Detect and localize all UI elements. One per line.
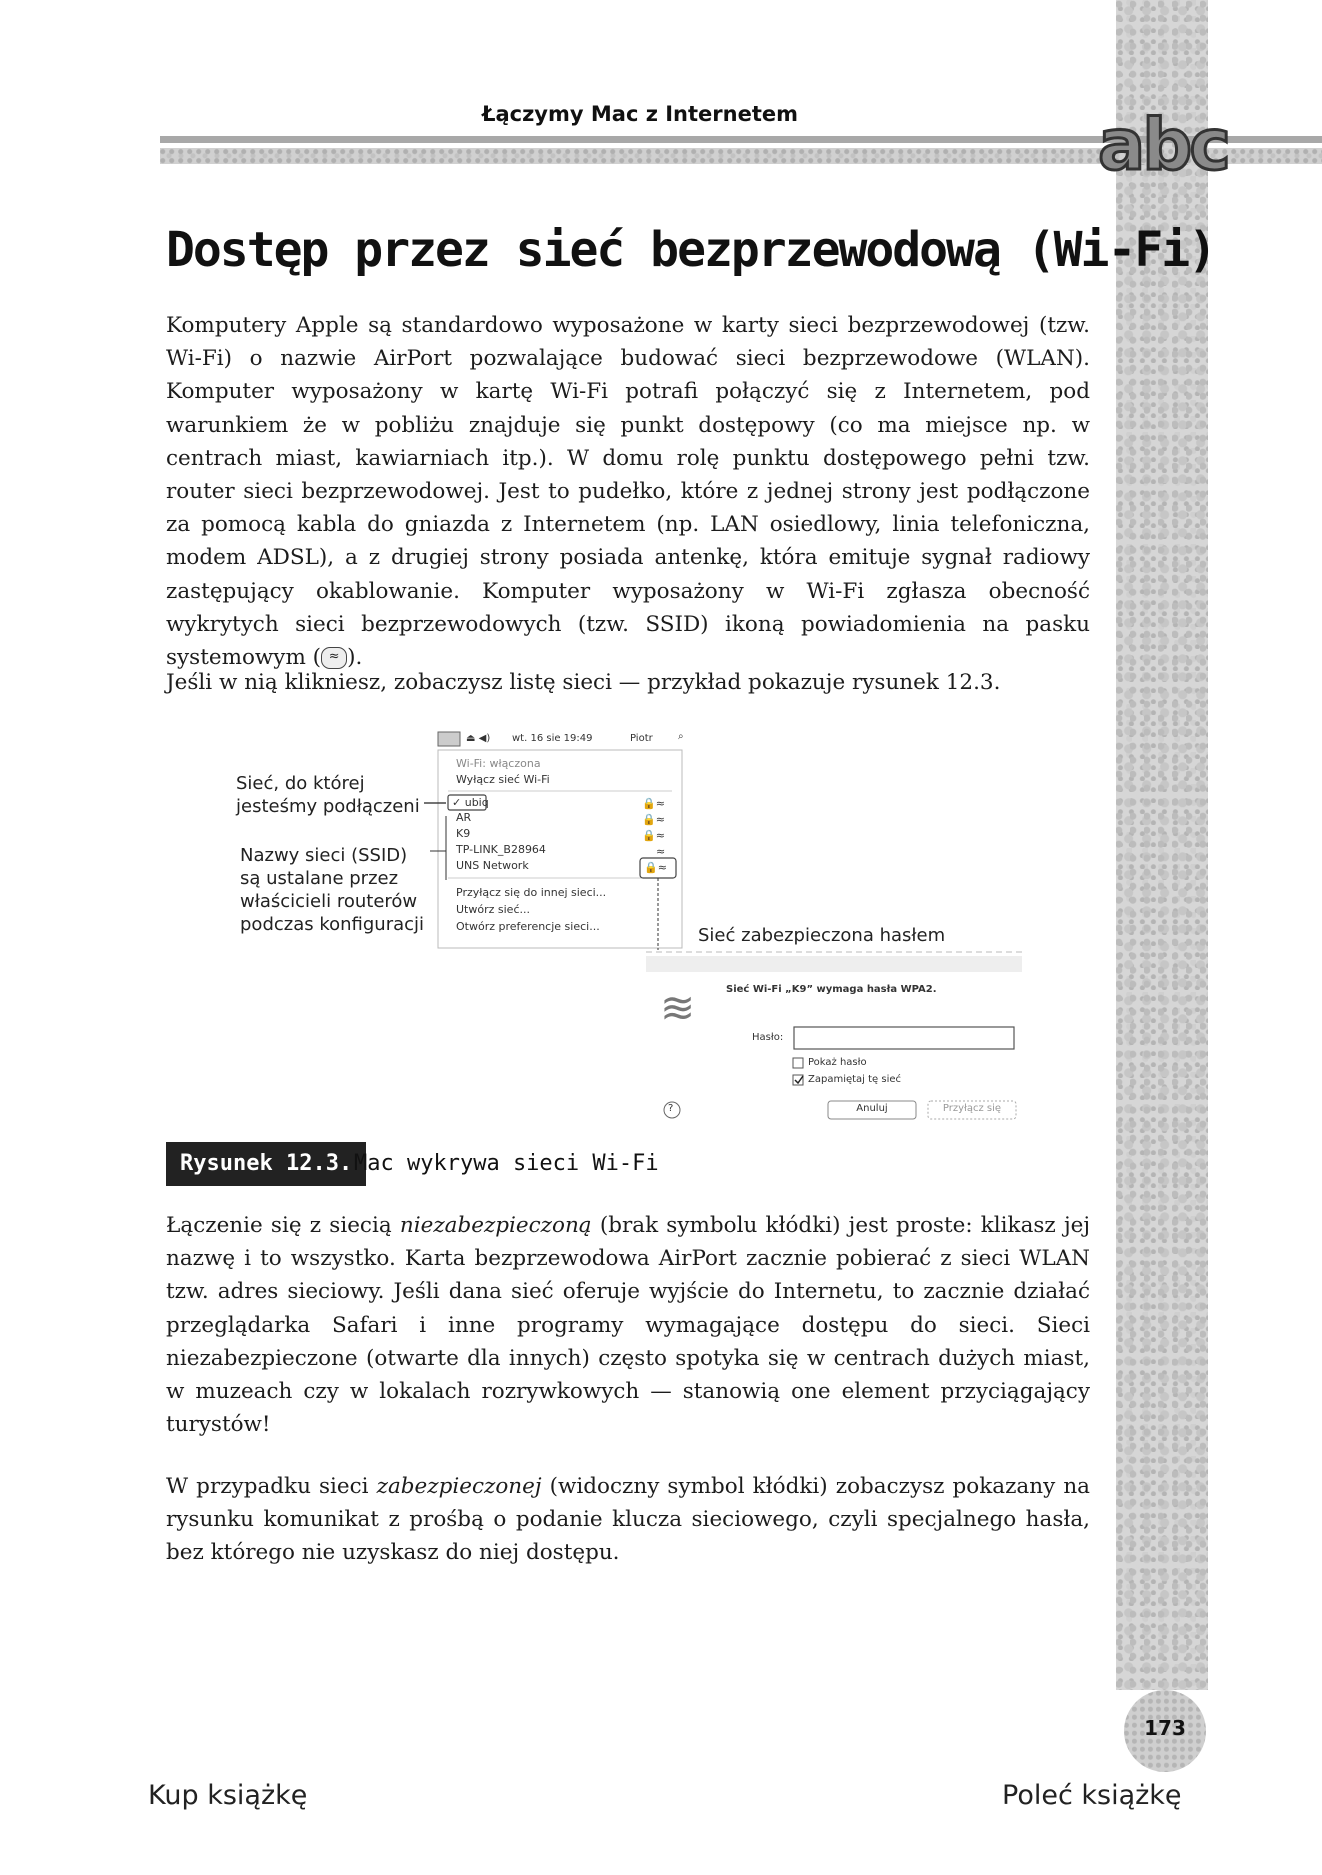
figure-lines xyxy=(0,720,1322,1140)
wifi-large-icon: ≋ xyxy=(660,983,696,1032)
join-button[interactable]: Przyłącz się xyxy=(942,1103,1002,1114)
page-number: 173 xyxy=(1144,1716,1186,1740)
paragraph-secured-a: W przypadku sieci xyxy=(166,1474,377,1499)
callout-connected-line2: jesteśmy podłączeni xyxy=(236,796,420,817)
buy-book-link[interactable]: Kup książkę xyxy=(148,1780,308,1811)
lock-wifi-icon: 🔒≈ xyxy=(642,797,665,810)
paragraph-unsecured xyxy=(166,1209,1090,1441)
figure-caption-text: Mac wykrywa sieci Wi-Fi xyxy=(354,1151,659,1176)
show-password-checkbox[interactable]: Pokaż hasło xyxy=(808,1057,867,1068)
lock-wifi-icon: 🔒≈ xyxy=(642,829,665,842)
remember-network-checkbox[interactable]: Zapamiętaj tę sieć xyxy=(808,1074,902,1085)
lock-wifi-icon: 🔒≈ xyxy=(644,861,667,874)
open-network-prefs-item[interactable]: Otwórz preferencje sieci... xyxy=(456,920,600,933)
menubar-icons: ⏏ ◀) xyxy=(466,733,491,744)
callout-secured: Sieć zabezpieczona hasłem xyxy=(698,925,946,946)
recommend-book-link[interactable]: Poleć książkę xyxy=(1002,1780,1182,1811)
callout-ssid-line2: są ustalane przez xyxy=(240,868,399,889)
figure-caption-number: Rysunek 12.3. xyxy=(166,1142,366,1186)
network-item-ar[interactable]: AR xyxy=(456,811,472,824)
wifi-status-icon: ≈ xyxy=(321,647,347,669)
paragraph-secured-b: (widoczny symbol kłódki) zobaczysz pokazany na rysunku komunikat z prośbą o podanie klucza sieciowego, czyli specjalnego hasła, bez którego nie uzyskasz do niej dostępu. xyxy=(166,1474,1090,1566)
paragraph-unsecured-a: Łączenie się z siecią xyxy=(166,1213,400,1238)
running-header: Łączymy Mac z Internetem xyxy=(481,102,798,126)
lock-wifi-icon: 🔒≈ xyxy=(642,813,665,826)
password-label: Hasło: xyxy=(752,1032,784,1043)
dialog-message: Sieć Wi-Fi „K9” wymaga hasła WPA2. xyxy=(726,984,937,995)
paragraph-unsecured-b: (brak symbolu kłódki) jest proste: klikasz jej nazwę i to wszystko. Karta bezprzewodowa AirPort zacznie pobierać z sieci WLAN tzw. adres sieciowy. Jeśli dana sieć oferuje wyjście do Internetu, to zacznie działać przeglądarka Safari i inne programy wymagające dostępu do sieci. Sieci niezabezpieczone (otwarte dla innych) często spotyka się w centrach dużych miast, w muzeach czy w lokalach rozrywkowych — stanowią one element przyciągający turystów! xyxy=(166,1213,1091,1438)
wifi-signal-icon: ≈ xyxy=(656,845,666,858)
network-item-k9[interactable]: K9 xyxy=(456,827,471,840)
network-item-tp-link[interactable]: TP-LINK_B28964 xyxy=(456,843,546,856)
callout-connected xyxy=(236,772,420,818)
abc-logo: abc xyxy=(1098,104,1228,186)
callout-ssid-line4: podczas konfiguracji xyxy=(240,914,425,935)
paragraph-intro-end: ). xyxy=(347,645,363,671)
network-item-uns[interactable]: UNS Network xyxy=(456,859,529,872)
page-title: Dostęp przez sieć bezprzewodową (Wi-Fi) xyxy=(166,222,1216,278)
paragraph-intro-text: Komputery Apple są standardowo wyposażone w karty sieci bezprzewodowej (tzw. Wi-Fi) o nazwie AirPort pozwalające budować sieci bezprzewodowe (WLAN). Komputer wyposażony w kartę Wi-Fi potrafi połączyć się z Internetem, pod warunkiem że w pobliżu znajduje się punkt dostępowy (co ma miejsce np. w centrach miast, kawiarniach itp.). W domu rolę punktu dostępowego pełni tzw. router sieci bezprzewodowej. Jest to pudełko, które z jednej strony jest podłączone za pomocą kabla do gniazda z Internetem (np. LAN osiedlowy, linia telefoniczna, modem ADSL), a z drugiej strony posiada antenkę, która emituje sygnał radiowy zastępujący okablowanie. Komputer wyposażony w Wi-Fi zgłasza obecność wykrytych sieci bezprzewodowych (tzw. SSID) ikoną powiadomienia na pasku systemowym ( xyxy=(166,313,1090,671)
callout-ssid-line1: Nazwy sieci (SSID) xyxy=(240,845,408,866)
network-name: ubiq xyxy=(464,796,489,809)
paragraph-unsecured-emphasis: niezabezpieczoną xyxy=(399,1213,592,1238)
wifi-status-label: Wi-Fi: włączona xyxy=(456,757,541,770)
callout-connected-line1: Sieć, do której xyxy=(236,773,365,794)
callout-ssid xyxy=(240,844,424,936)
menubar-datetime: wt. 16 sie 19:49 xyxy=(512,733,593,744)
help-button[interactable]: ? xyxy=(668,1103,674,1114)
cancel-button[interactable]: Anuluj xyxy=(856,1103,888,1114)
wifi-toggle-menu-item[interactable]: Wyłącz sieć Wi-Fi xyxy=(456,773,550,786)
paragraph-click-hint: Jeśli w nią klikniesz, zobaczysz listę sieci — przykład pokazuje rysunek 12.3. xyxy=(166,670,1001,695)
spotlight-search-icon[interactable]: ⌕ xyxy=(678,731,684,742)
callout-ssid-line3: właścicieli routerów xyxy=(240,891,418,912)
paragraph-secured xyxy=(166,1470,1090,1570)
network-item-ubiq[interactable]: ✓ ubiq xyxy=(452,796,489,809)
paragraph-secured-emphasis: zabezpieczonej xyxy=(376,1474,542,1499)
menubar-user: Piotr xyxy=(630,733,653,744)
join-other-network-item[interactable]: Przyłącz się do innej sieci... xyxy=(456,886,607,899)
paragraph-intro xyxy=(166,309,1090,674)
create-network-item[interactable]: Utwórz sieć... xyxy=(456,903,530,916)
figure-wifi-screenshot xyxy=(0,720,1322,1140)
